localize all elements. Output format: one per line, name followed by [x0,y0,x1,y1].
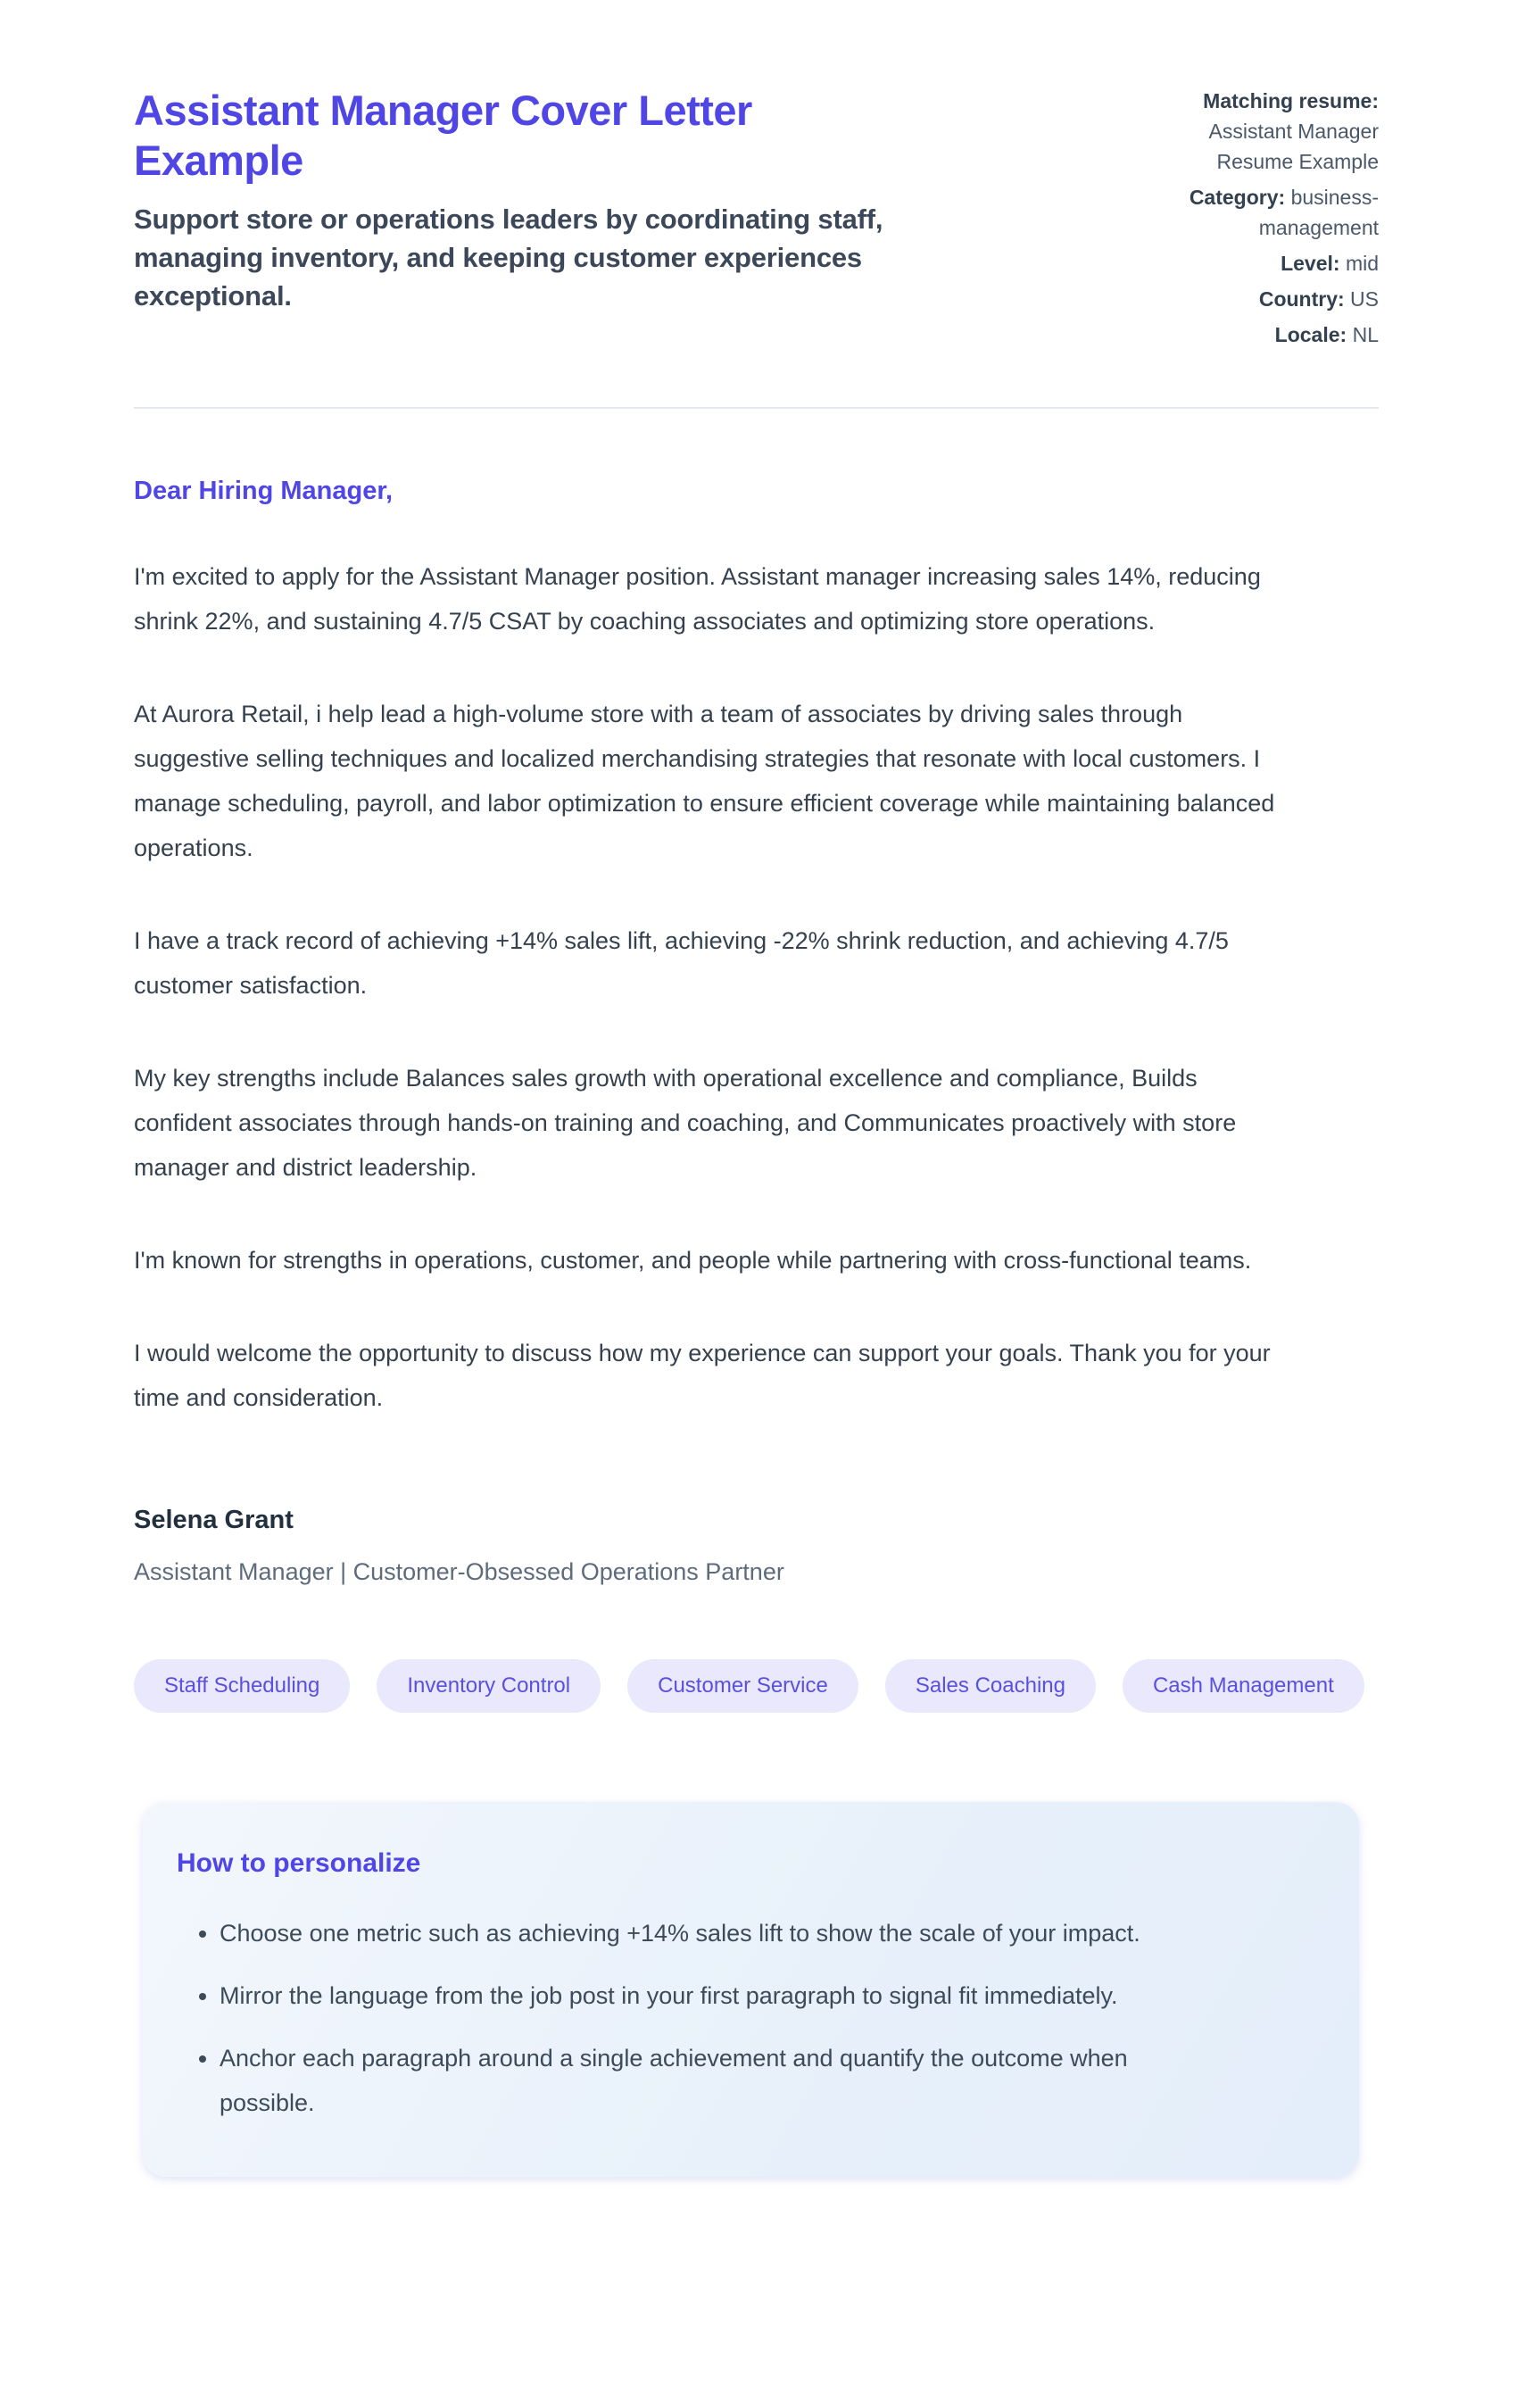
letter-paragraph-4: My key strengths include Balances sales growth with operational excellence and compliance, Builds confident associates through hands-on training and coaching, and Communicates proactively with store manager and district leadership. [134,1065,1237,1181]
page-subtitle: Support store or operations leaders by coordinating staff, managing inventory, and keeping customer experiences exceptional. [134,203,883,311]
meta-level [1165,248,1379,278]
signature-title: Assistant Manager | Customer-Obsessed Operations Partner [134,1558,784,1585]
page-title: Assistant Manager Cover Letter Example [134,87,752,184]
meta-category-label: Category: [1189,186,1286,209]
header-divider [134,407,1379,409]
meta-country [1165,284,1379,314]
letter-paragraph-5: I'm known for strengths in operations, customer, and people while partnering with cross-functional teams. [134,1247,1252,1274]
meta-panel [1165,86,1379,355]
meta-country-value: US [1350,287,1379,311]
meta-locale-label: Locale: [1274,323,1347,346]
meta-category-value: business-management [1258,186,1379,239]
meta-locale-value: NL [1352,323,1379,346]
page-header [134,86,1379,355]
meta-level-value: mid [1345,252,1379,275]
personalize-tip-1: • Choose one metric such as achieving +14% sales lift to show the scale of your impact. [220,1911,1201,1955]
meta-category [1165,182,1379,243]
meta-level-label: Level: [1281,252,1340,275]
meta-locale [1165,320,1379,350]
personalize-tip-3: • Anchor each paragraph around a single achievement and quantify the outcome when possible. [220,2036,1201,2125]
skill-tag-inventory-control: Inventory Control [377,1659,601,1713]
signature-name: Selena Grant [134,1506,294,1534]
skill-tag-sales-coaching: Sales Coaching [885,1659,1096,1713]
letter-paragraph-2: At Aurora Retail, i help lead a high-volume store with a team of associates by driving sales through suggestive selling techniques and localized merchandising strategies that resonate with local customers. I manage scheduling, payroll, and labor optimization to ensure efficient coverage while maintaining balanced operations. [134,701,1275,861]
letter-paragraph-6: I would welcome the opportunity to discuss how my experience can support your goals. Thank you for your time and consideration. [134,1340,1271,1411]
salutation: Dear Hiring Manager, [134,477,394,505]
skill-tag-customer-service: Customer Service [627,1659,858,1713]
letter-paragraph-3: I have a track record of achieving +14% sales lift, achieving -22% shrink reduction, and achieving 4.7/5 customer satisfaction. [134,927,1229,999]
letter-body [134,477,1379,2177]
personalize-tip-list [177,1911,1201,2125]
skill-tag-staff-scheduling: Staff Scheduling [134,1659,350,1713]
skill-tag-list [134,1659,1379,1713]
meta-matching-resume-link[interactable]: Assistant Manager Resume Example [1208,120,1379,173]
skill-tag-cash-management: Cash Management [1123,1659,1364,1713]
meta-matching-resume-label: Matching resume: [1203,89,1379,112]
personalize-heading: How to personalize [177,1848,421,1878]
letter-paragraph-1: I'm excited to apply for the Assistant Manager position. Assistant manager increasing sales 14%, reducing shrink 22%, and sustaining 4.7/5 CSAT by coaching associates and optimizing store operations. [134,563,1261,635]
meta-country-label: Country: [1258,287,1345,311]
personalize-card [143,1802,1359,2177]
personalize-tip-2: • Mirror the language from the job post in your first paragraph to signal fit immediately. [220,1973,1201,2018]
meta-matching-resume [1165,86,1379,177]
header-title-block [134,86,1165,315]
